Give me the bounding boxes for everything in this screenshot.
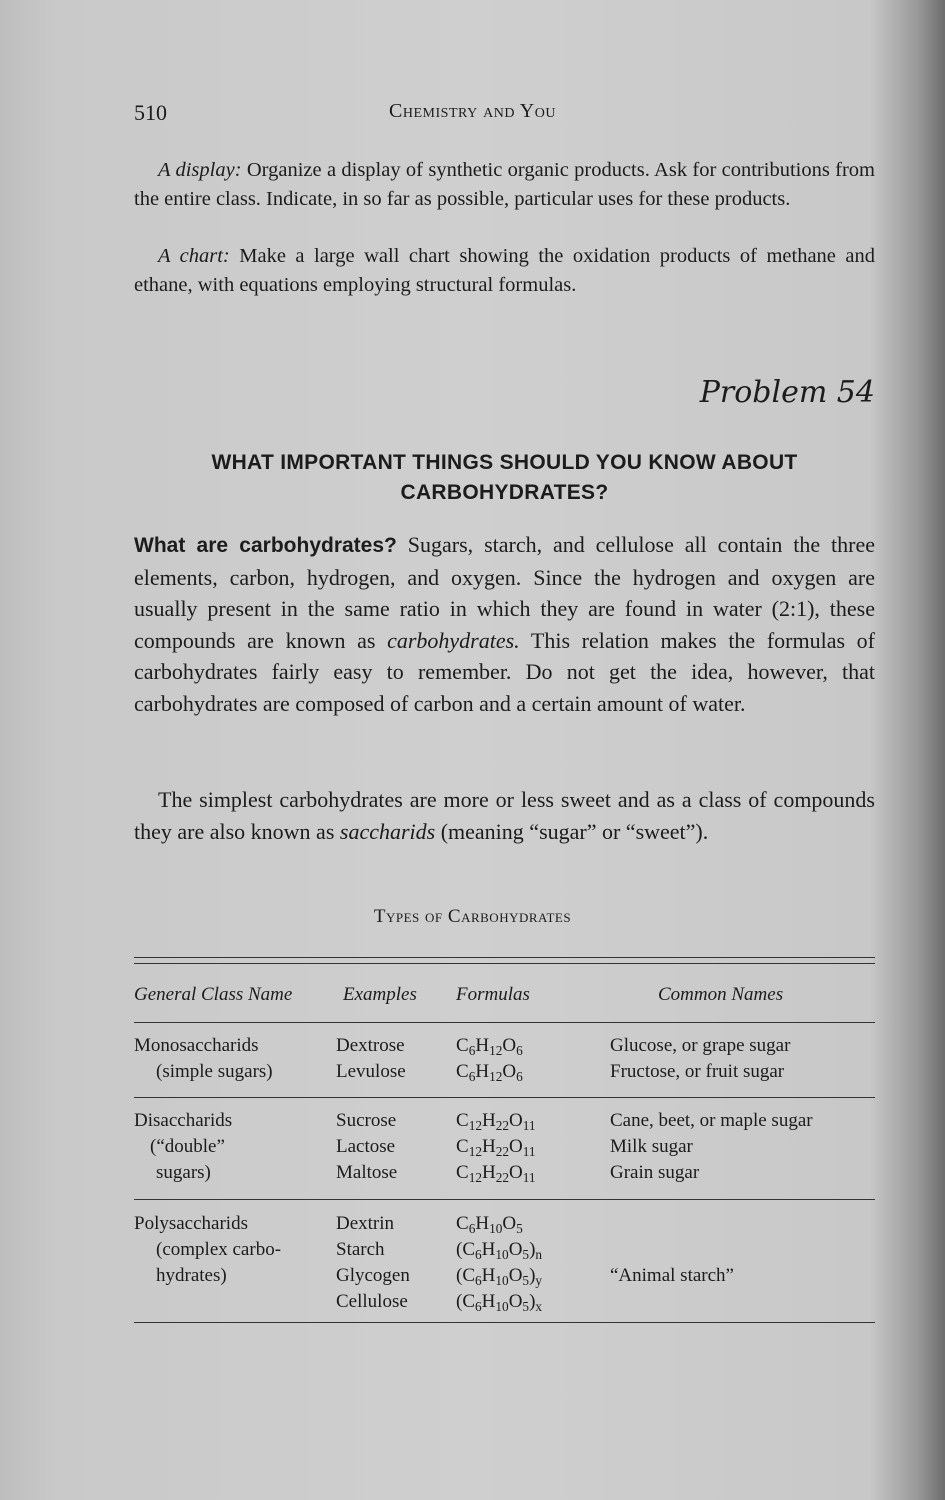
paragraph-2-b: (meaning “sugar” or “sweet”). [440, 818, 709, 844]
paragraph-1-b: This relation makes the formulas of carbohydrates fairly easy to remember. Do not get the idea, however, that carbohydrates are composed of carbon and a certain amount of water. [134, 627, 876, 716]
formula-cellulose: $(C_6H_{10}O_5)_x$ [456, 1291, 543, 1314]
chart-activity [134, 242, 875, 299]
term-saccharids: saccharids [339, 818, 436, 844]
formula-starch: $(C_6H_{10}O_5)_n$ [456, 1239, 543, 1262]
mono-common: Glucose, or grape sugar Fructose, or fruit sugar [610, 1035, 791, 1082]
table-top-rule-2 [134, 963, 875, 964]
di-class: Disaccharids (“double” sugars) [134, 1110, 233, 1183]
chart-label: A chart: [158, 245, 230, 267]
running-header [0, 100, 945, 123]
header-class: General Class Name [134, 984, 293, 1005]
display-text: Organize a display of synthetic organic products. Ask for contributions from the entire class. Indicate, in so far as possible, particular uses for these products. [134, 159, 876, 210]
mono-formulas [456, 1033, 523, 1085]
mono-examples: Dextrose Levulose [336, 1035, 406, 1082]
di-common: Cane, beet, or maple sugar Milk sugar Grain sugar [610, 1110, 813, 1183]
question-heading-line2: CARBOHYDRATES? [400, 481, 609, 504]
book-title: Chemistry and You [389, 100, 556, 122]
question-heading [134, 448, 875, 508]
formula-glycogen: $(C_6H_{10}O_5)_y$ [456, 1265, 543, 1288]
formula-levulose: $C_6H_{12}O_6$ [456, 1061, 523, 1084]
di-rule [134, 1199, 875, 1200]
paragraph-1-a: Sugars, starch, and cellulose all contain the three elements, carbon, hydrogen, and oxygen. Since the hydrogen and oxygen are usually present in the same ratio in which they are found in water (2:1), these compounds are known as [134, 532, 876, 653]
header-common: Common Names [658, 984, 784, 1005]
table-top-rule [134, 957, 875, 958]
paragraph-1 [134, 529, 875, 720]
header-rule [134, 1022, 875, 1023]
formula-sucrose: $C_{12}H_{22}O_{11}$ [456, 1110, 536, 1133]
paragraph-2 [134, 784, 875, 847]
formula-dextrin: $C_6H_{10}O_5$ [456, 1213, 523, 1236]
section-subhead: What are carbohydrates? [134, 534, 397, 557]
poly-common: “Animal starch” [610, 1265, 734, 1286]
formula-lactose: $C_{12}H_{22}O_{11}$ [456, 1136, 536, 1159]
mono-rule [134, 1097, 875, 1098]
term-carbohydrates: carbohydrates. [387, 627, 520, 653]
formula-maltose: $C_{12}H_{22}O_{11}$ [456, 1162, 536, 1185]
chart-text: Make a large wall chart showing the oxidation products of methane and ethane, with equations employing structural formulas. [134, 245, 875, 296]
problem-label: Problem 54 [699, 375, 875, 410]
display-label: A display: [158, 159, 242, 181]
poly-class: Polysaccharids (complex carbo- hydrates) [134, 1213, 282, 1286]
display-activity [134, 156, 875, 213]
table-bottom-rule [134, 1322, 875, 1323]
di-examples: Sucrose Lactose Maltose [336, 1110, 398, 1183]
poly-formulas [456, 1211, 542, 1315]
mono-class: Monosaccharids (simple sugars) [134, 1035, 273, 1082]
question-heading-line1: WHAT IMPORTANT THINGS SHOULD YOU KNOW ABOUT [211, 451, 798, 474]
page-number: 510 [134, 100, 167, 125]
di-formulas [456, 1108, 536, 1186]
formula-dextrose: $C_6H_{12}O_6$ [456, 1035, 523, 1058]
header-formulas: Formulas [456, 984, 530, 1005]
table-title: Types of Carbohydrates [373, 906, 572, 927]
header-examples: Examples [343, 984, 417, 1005]
paragraph-2-a: The simplest carbohydrates are more or less sweet and as a class of compounds they are also known as [134, 787, 875, 844]
poly-examples: Dextrin Starch Glycogen Cellulose [336, 1213, 410, 1312]
